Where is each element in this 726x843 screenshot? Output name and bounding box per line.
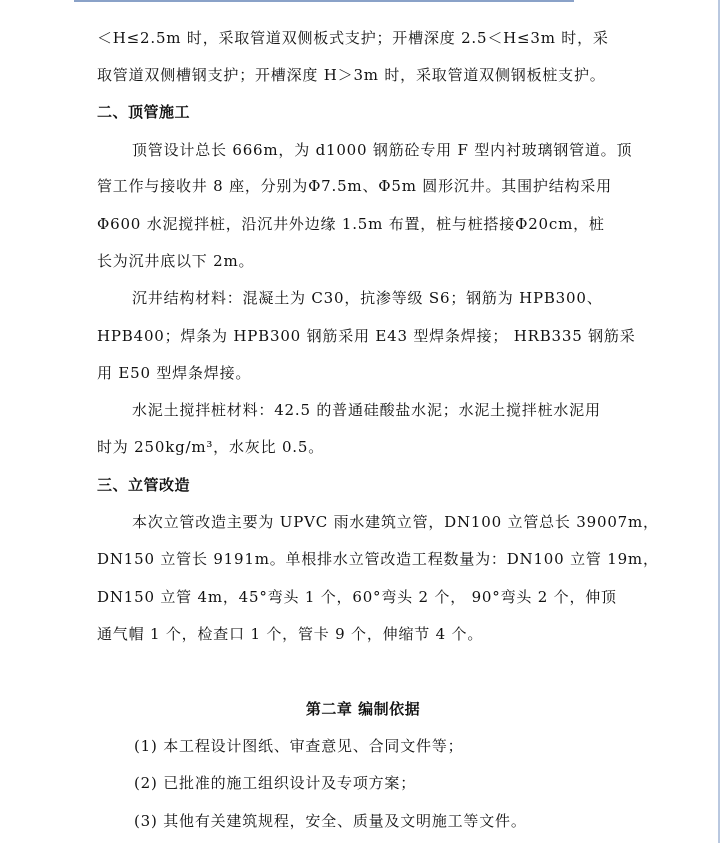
section3-para1-line1: 本次立管改造主要为 UPVC 雨水建筑立管，DN100 立管总长 39007m， [132,513,659,531]
section3-para1-line2: DN150 立管长 9191m。单根排水立管改造工程数量为：DN100 立管 19m， [97,550,659,568]
page-top-border [74,0,574,2]
section2-para2-line2: HPB400；焊条为 HPB300 钢筋采用 E43 型焊条焊接； HRB335 钢筋采 [97,327,636,345]
section3-para1-line3: DN150 立管 4m，45°弯头 1 个，60°弯头 2 个， 90°弯头 2 个，伸顶 [97,588,617,606]
section2-para2-line3: 用 E50 型焊条焊接。 [97,364,252,382]
section2-para3-line2: 时为 250kg/m³，水灰比 0.5。 [97,438,325,456]
section2-para1-line4: 长为沉井底以下 2m。 [97,252,255,270]
section2-para2-line1: 沉井结构材料：混凝土为 C30，抗渗等级 S6；钢筋为 HPB300、 [132,289,603,307]
section2-para1-line2: 管工作与接收井 8 座，分别为Φ7.5m、Φ5m 圆形沉井。其围护结构采用 [97,177,612,195]
chapter2-item-2: (2) 已批准的施工组织设计及专项方案； [134,774,417,792]
chapter2-item-3: (3) 其他有关建筑规程，安全、质量及文明施工等文件。 [134,812,527,830]
chapter2-title: 第二章 编制依据 [305,700,421,718]
section3-para1-line4: 通气帽 1 个，检查口 1 个，管卡 9 个，伸缩节 4 个。 [97,625,484,643]
section1-tail-line2: 取管道双侧槽钢支护；开槽深度 H＞3m 时，采取管道双侧钢板桩支护。 [97,66,606,84]
section1-tail-line1: ＜H≤2.5m 时，采取管道双侧板式支护；开槽深度 2.5＜H≤3m 时，采 [97,29,609,47]
section2-para1-line3: Φ600 水泥搅拌桩，沿沉井外边缘 1.5m 布置，桩与桩搭接Φ20cm，桩 [97,215,605,233]
section2-para3-line1: 水泥土搅拌桩材料：42.5 的普通硅酸盐水泥；水泥土搅拌桩水泥用 [132,401,601,419]
section2-para1-line1: 顶管设计总长 666m，为 d1000 钢筋砼专用 F 型内衬玻璃钢管道。顶 [132,141,633,159]
section2-heading: 二、顶管施工 [97,103,191,121]
section3-heading: 三、立管改造 [97,476,191,494]
chapter2-item-1: (1) 本工程设计图纸、审查意见、合同文件等； [134,737,464,755]
